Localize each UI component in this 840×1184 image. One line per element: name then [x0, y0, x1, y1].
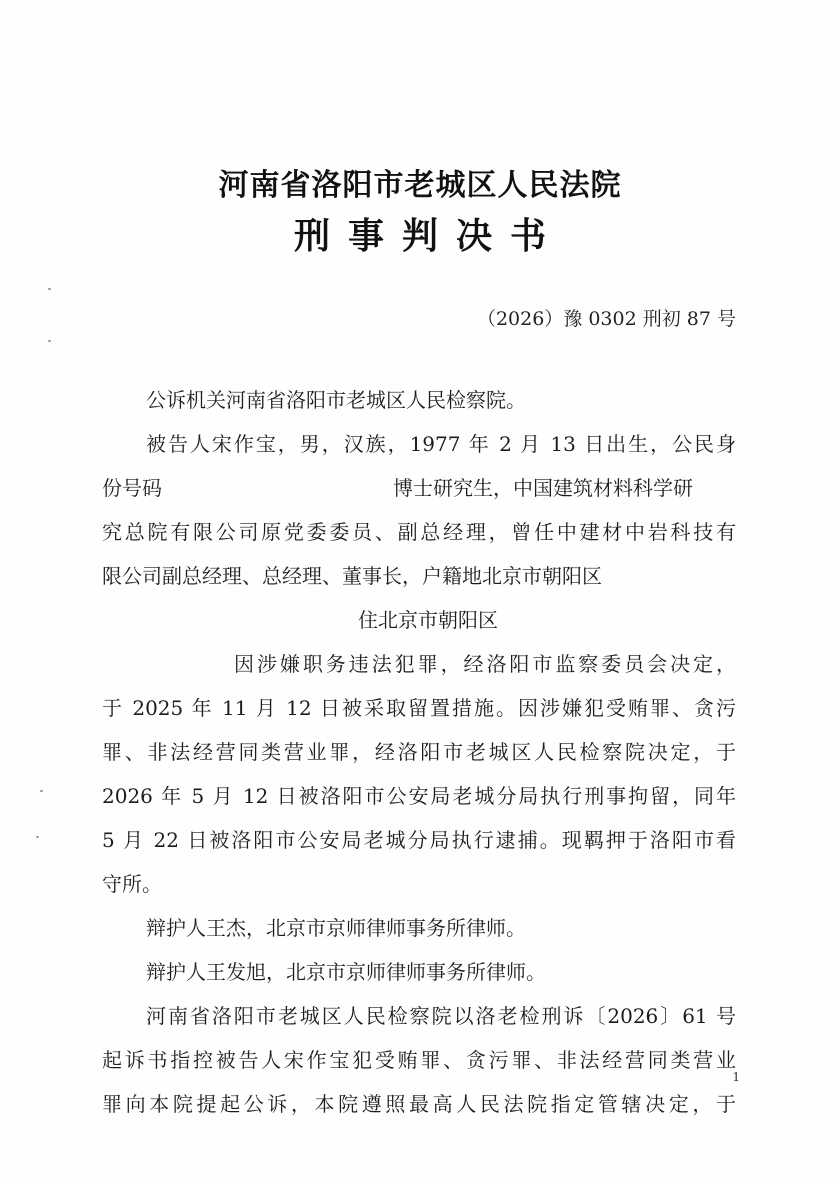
- case-number: （2026）豫 0302 刑初 87 号: [476, 308, 736, 330]
- body-line: 河南省洛阳市老城区人民检察院以洛老检刑诉〔2026〕61 号: [146, 1004, 736, 1028]
- court-name: 河南省洛阳市老城区人民法院: [218, 168, 622, 203]
- scan-speck: [48, 340, 51, 342]
- body-line: 公诉机关河南省洛阳市老城区人民检察院。: [146, 388, 526, 412]
- scan-speck: [40, 790, 43, 792]
- body-line: 限公司副总经理、总经理、董事长，户籍地北京市朝阳区: [102, 564, 602, 588]
- body-line: 起诉书指控被告人宋作宝犯受贿罪、贪污罪、非法经营同类营业: [102, 1048, 736, 1072]
- body-line: 因涉嫌职务违法犯罪，经洛阳市监察委员会决定，: [234, 652, 736, 676]
- page-number: 1: [732, 1070, 740, 1084]
- scan-speck: [48, 288, 51, 290]
- body-line: 守所。: [102, 872, 162, 896]
- body-line: 博士研究生，中国建筑材料科学研: [393, 476, 693, 500]
- body-line: 住北京市朝阳区: [358, 608, 498, 632]
- body-line: 罪向本院提起公诉，本院遵照最高人民法院指定管辖决定，于: [102, 1092, 736, 1116]
- body-line: 究总院有限公司原党委委员、副总经理，曾任中建材中岩科技有: [102, 520, 736, 544]
- document-type-title: 刑事判决书: [293, 215, 564, 257]
- body-line: 2026 年 5 月 12 日被洛阳市公安局老城分局执行刑事拘留，同年: [102, 784, 736, 808]
- body-line: 5 月 22 日被洛阳市公安局老城分局执行逮捕。现羁押于洛阳市看: [102, 828, 736, 852]
- body-line: 于 2025 年 11 月 12 日被采取留置措施。因涉嫌犯受贿罪、贪污: [102, 696, 736, 720]
- body-line: 罪、非法经营同类营业罪，经洛阳市老城区人民检察院决定，于: [102, 740, 736, 764]
- scan-speck: [36, 836, 39, 838]
- body-line: 辩护人王发旭，北京市京师律师事务所律师。: [146, 960, 546, 984]
- body-line: 辩护人王杰，北京市京师律师事务所律师。: [146, 916, 526, 940]
- body-line: 份号码: [102, 476, 162, 500]
- body-line: 被告人宋作宝，男，汉族，1977 年 2 月 13 日出生，公民身: [146, 432, 736, 456]
